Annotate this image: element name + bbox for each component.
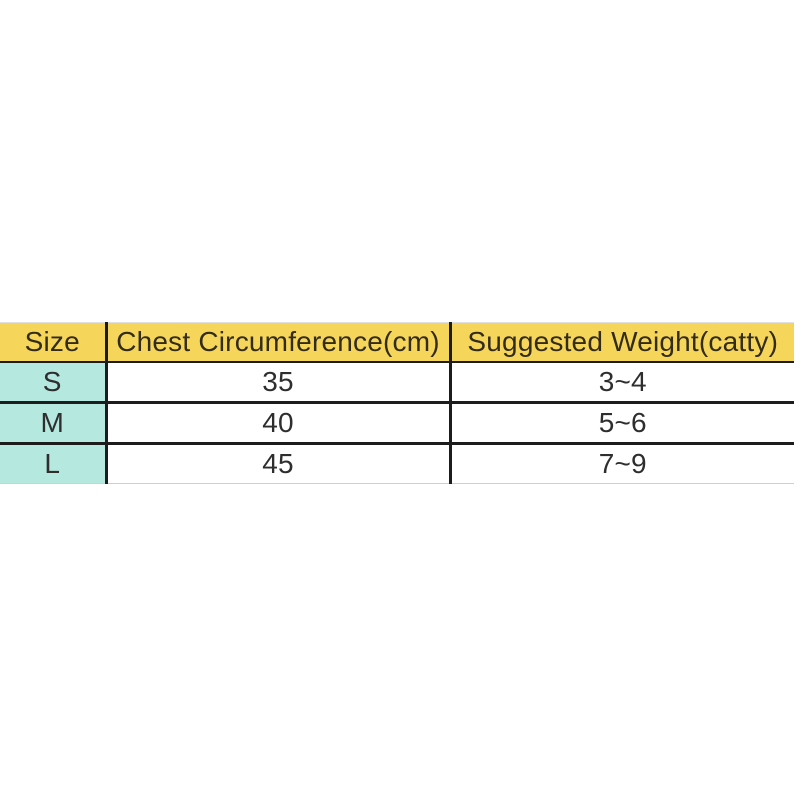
cell-m-chest: 40	[106, 403, 450, 444]
size-chart-body	[0, 362, 794, 484]
cell-l-weight: 7~9	[598, 448, 647, 479]
cell-m-size: M	[0, 403, 106, 444]
size-chart-table	[0, 322, 794, 484]
header-cell-chest-circumference: Chest Circumference(cm)	[106, 323, 450, 363]
size-chart-header	[0, 323, 794, 363]
header-cell-size: Size	[0, 323, 106, 363]
cell-s-size: S	[0, 362, 106, 403]
header-row	[0, 323, 794, 363]
cell-s-chest: 35	[106, 362, 450, 403]
table-row-size-m	[0, 403, 794, 444]
table-row-size-l	[0, 444, 794, 484]
header-cell-suggested-weight: Suggested Weight(catty)	[450, 323, 794, 363]
cell-s-weight: 3~4	[598, 366, 647, 397]
table-row-size-s	[0, 362, 794, 403]
cell-m-weight: 5~6	[598, 407, 647, 438]
cell-l-size: L	[0, 444, 106, 484]
cell-l-chest: 45	[106, 444, 450, 484]
